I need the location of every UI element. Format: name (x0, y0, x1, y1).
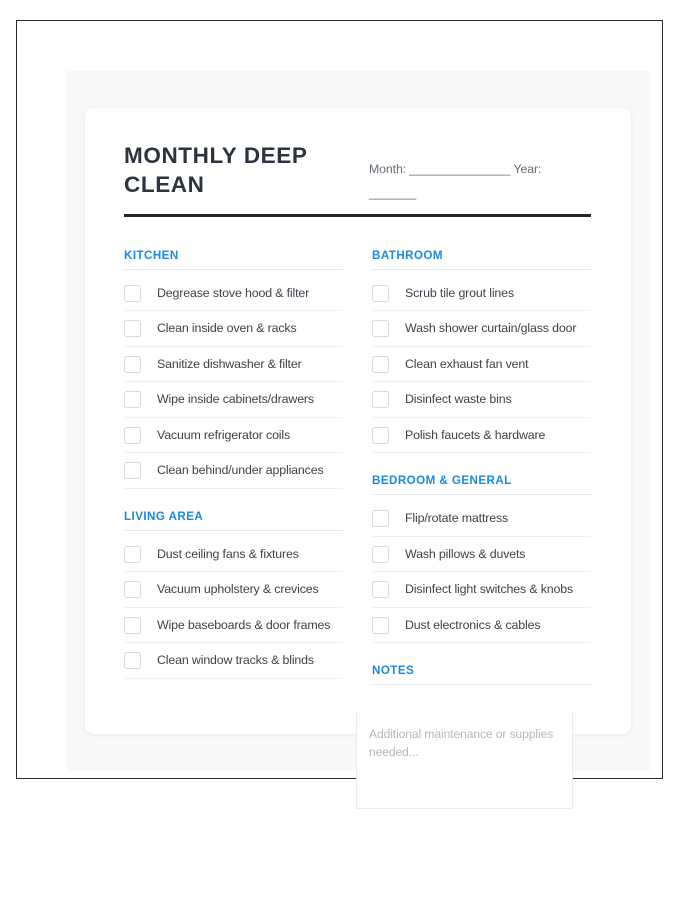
checkbox-icon[interactable] (372, 427, 389, 444)
print-page-frame (16, 20, 663, 779)
checklist-row[interactable] (124, 311, 343, 347)
checkbox-icon[interactable] (124, 581, 141, 598)
checklist-sheet-card (85, 108, 631, 734)
section-title: BEDROOM & GENERAL (372, 474, 591, 495)
checklist-row[interactable] (372, 276, 591, 312)
page-title: MONTHLY DEEP CLEAN (124, 143, 308, 197)
section-title: LIVING AREA (124, 510, 343, 531)
checklist-section (124, 510, 343, 679)
section-title: KITCHEN (124, 249, 343, 270)
checklist-items (124, 276, 343, 489)
checklist-item-label: Vacuum refrigerator coils (157, 427, 291, 442)
checklist-row[interactable] (124, 643, 343, 679)
checklist-row[interactable] (124, 572, 343, 608)
checklist-section (124, 249, 343, 489)
checklist-item-label: Sanitize dishwasher & filter (157, 356, 302, 371)
checklist-items (372, 276, 591, 454)
checklist-item-label: Clean exhaust fan vent (405, 356, 529, 371)
checklist-row[interactable] (124, 418, 343, 454)
checklist-item-label: Dust electronics & cables (405, 617, 541, 632)
document-header (124, 142, 591, 217)
checklist-item-label: Vacuum upholstery & crevices (157, 582, 319, 597)
checkbox-icon[interactable] (372, 285, 389, 302)
checklist-row[interactable] (372, 418, 591, 454)
checklist-item-label: Wash pillows & duvets (405, 546, 526, 561)
checkbox-icon[interactable] (372, 391, 389, 408)
checklist-row[interactable] (124, 276, 343, 312)
checklist-column-left (124, 249, 343, 692)
checklist-row[interactable] (124, 453, 343, 489)
checklist-row[interactable] (124, 608, 343, 644)
checklist-row[interactable] (372, 572, 591, 608)
checkbox-icon[interactable] (372, 581, 389, 598)
checkbox-icon[interactable] (124, 391, 141, 408)
checklist-item-label: Flip/rotate mattress (405, 511, 509, 526)
checkbox-icon[interactable] (124, 356, 141, 373)
checklist-section (372, 664, 591, 685)
notes-input[interactable] (356, 713, 573, 809)
checklist-row[interactable] (372, 311, 591, 347)
checklist-items (372, 501, 591, 643)
checkbox-icon[interactable] (124, 320, 141, 337)
checklist-row[interactable] (372, 382, 591, 418)
checklist-row[interactable] (124, 347, 343, 383)
checklist-row[interactable] (372, 501, 591, 537)
checkbox-icon[interactable] (124, 617, 141, 634)
checkbox-icon[interactable] (372, 320, 389, 337)
checklist-item-label: Wipe inside cabinets/drawers (157, 392, 314, 407)
checklist-item-label: Clean window tracks & blinds (157, 653, 314, 668)
checklist-section (372, 474, 591, 643)
checklist-items (124, 537, 343, 679)
checklist-item-label: Disinfect waste bins (405, 392, 512, 407)
checklist-row[interactable] (372, 608, 591, 644)
checklist-item-label: Clean inside oven & racks (157, 321, 297, 336)
checklist-section (372, 249, 591, 454)
checkbox-icon[interactable] (372, 356, 389, 373)
checklist-item-label: Dust ceiling fans & fixtures (157, 546, 299, 561)
checklist-item-label: Wash shower curtain/glass door (405, 321, 577, 336)
checkbox-icon[interactable] (124, 546, 141, 563)
checklist-item-label: Disinfect light switches & knobs (405, 582, 574, 597)
checklist-columns (124, 249, 591, 692)
checkbox-icon[interactable] (372, 546, 389, 563)
month-year-fields: Month: _______________ Year: _______ (369, 162, 542, 200)
checkbox-icon[interactable] (124, 285, 141, 302)
checklist-item-label: Degrease stove hood & filter (157, 285, 310, 300)
checklist-item-label: Wipe baseboards & door frames (157, 617, 331, 632)
checklist-row[interactable] (124, 382, 343, 418)
checkbox-icon[interactable] (372, 617, 389, 634)
checklist-item-label: Clean behind/under appliances (157, 463, 324, 478)
checklist-row[interactable] (124, 537, 343, 573)
checklist-item-label: Polish faucets & hardware (405, 427, 546, 442)
checklist-row[interactable] (372, 537, 591, 573)
checkbox-icon[interactable] (124, 427, 141, 444)
checkbox-icon[interactable] (372, 510, 389, 527)
checkbox-icon[interactable] (124, 462, 141, 479)
section-title: BATHROOM (372, 249, 591, 270)
checklist-row[interactable] (372, 347, 591, 383)
sheet-content (124, 142, 591, 691)
checklist-column-right (372, 249, 591, 692)
checkbox-icon[interactable] (124, 652, 141, 669)
checklist-item-label: Scrub tile grout lines (405, 285, 514, 300)
section-title: NOTES (372, 664, 591, 685)
